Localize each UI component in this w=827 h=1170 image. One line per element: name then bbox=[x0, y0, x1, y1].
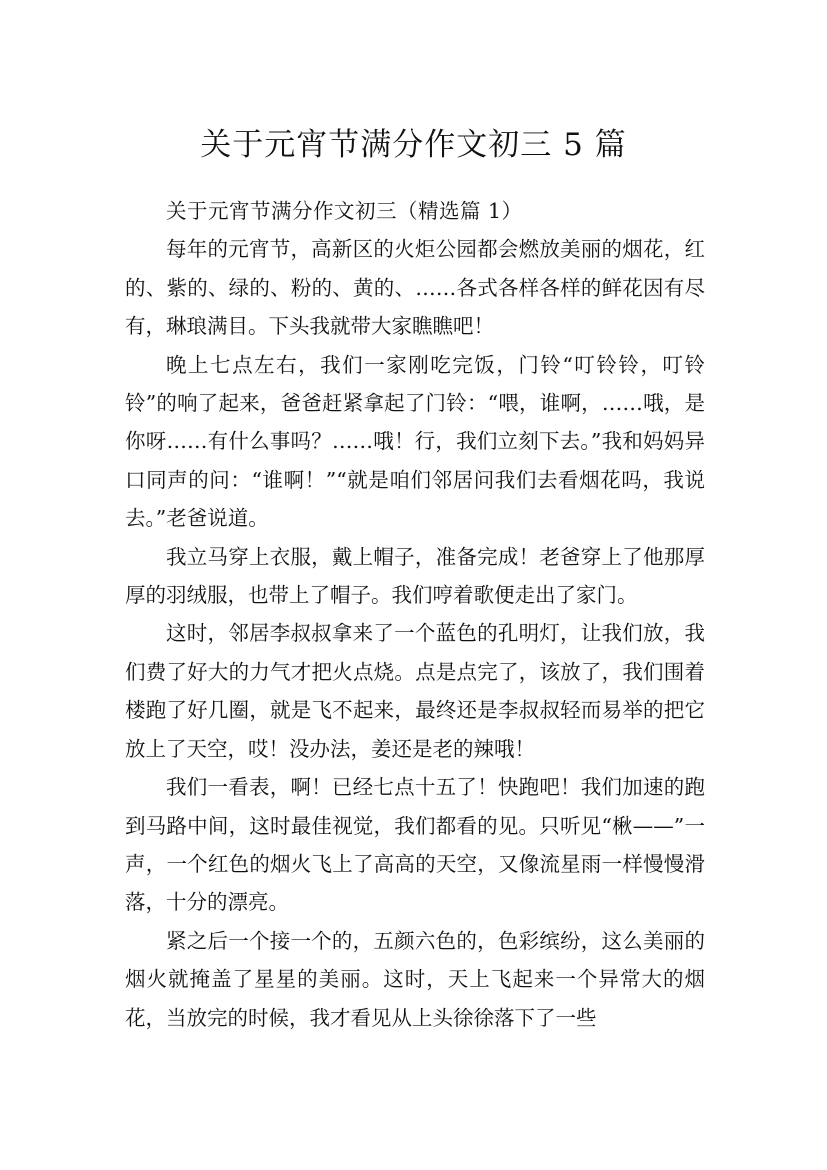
section-heading: 关于元宵节满分作文初三（精选篇 1） bbox=[166, 199, 523, 223]
paragraph: 晚上七点左右，我们一家刚吃完饭，门铃“叮铃铃，叮铃铃”的响了起来，爸爸赶紧拿起了门铃：“喂，谁啊，……哦，是你呀……有什么事吗？……哦！行，我们立刻下去。”我和妈妈异口同声的问：“谁啊！”“就是咱们邻居问我们去看烟花吗，我说去。”老爸说道。 bbox=[125, 352, 705, 531]
document-body bbox=[125, 192, 705, 1037]
paragraph: 我们一看表，啊！已经七点十五了！快跑吧！我们加速的跑到马路中间，这时最佳视觉，我们都看的见。只听见“楸——”一声，一个红色的烟火飞上了高高的天空，又像流星雨一样慢慢滑落，十分的漂亮。 bbox=[125, 775, 705, 915]
paragraph: 这时，邻居李叔叔拿来了一个蓝色的孔明灯，让我们放，我们费了好大的力气才把火点烧。点是点完了，该放了，我们围着楼跑了好几圈，就是飞不起来，最终还是李叔叔轻而易举的把它放上了天空，哎！没办法，姜还是老的辣哦！ bbox=[125, 621, 705, 761]
document-title: 关于元宵节满分作文初三 5 篇 bbox=[200, 126, 627, 163]
paragraph: 每年的元宵节，高新区的火炬公园都会燃放美丽的烟花，红的、紫的、绿的、粉的、黄的、……各式各样各样的鲜花因有尽有，琳琅满目。下头我就带大家瞧瞧吧！ bbox=[125, 237, 705, 339]
paragraph: 我立马穿上衣服，戴上帽子，准备完成！老爸穿上了他那厚厚的羽绒服，也带上了帽子。我们哼着歌便走出了家门。 bbox=[125, 544, 705, 608]
paragraph: 紧之后一个接一个的，五颜六色的，色彩缤纷，这么美丽的烟火就掩盖了星星的美丽。这时，天上飞起来一个异常大的烟花，当放完的时候，我才看见从上头徐徐落下了一些 bbox=[125, 928, 705, 1030]
